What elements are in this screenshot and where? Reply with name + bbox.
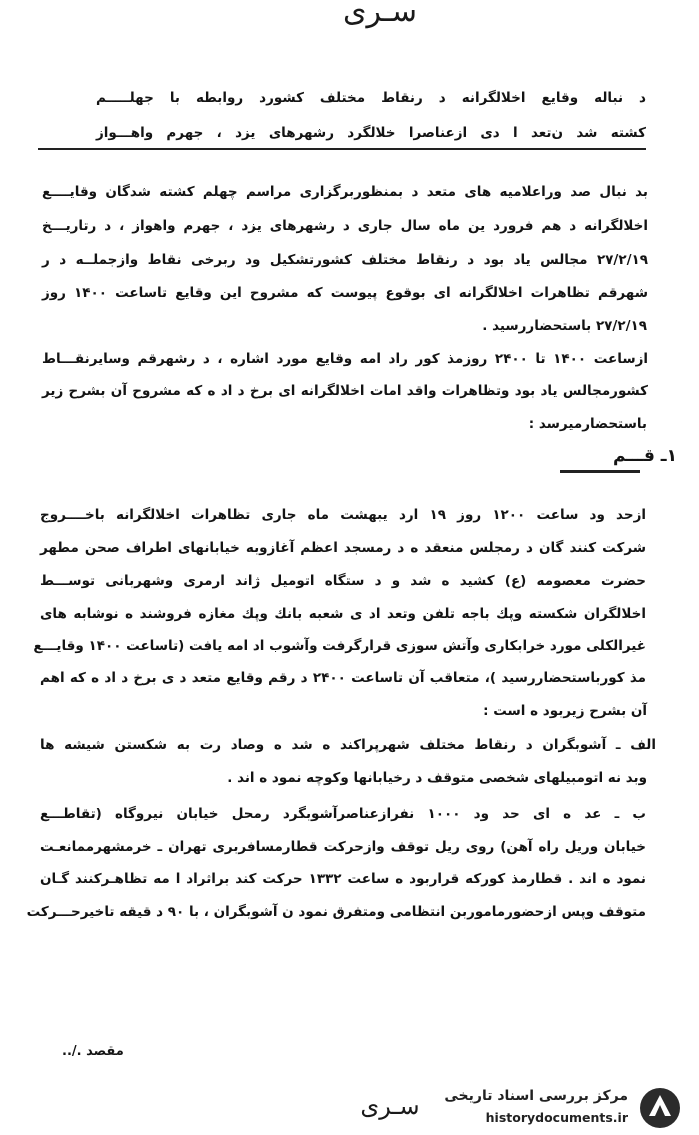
para3-line-2: شركت كنند گان د رمجلس منعقد ه د رمسجد اعظم آغازوبه خيابانهاى اطراف صحن مطهر (40, 540, 646, 556)
item-be-line-4: متوقف وپس ازحضورماموربن انتظامى ومتفرق نمود ن آشوبگران ، با ۹۰ د قيقه تاخيرحـــركت (26, 904, 646, 920)
para3-line-5: غيرالكلى مورد خرابكارى وآتش سوزى قرارگرفت وآشوب اد امه يافت (تاساعت ۱۴۰۰ وقايـــع (33, 638, 646, 654)
para3-line-1: ازحد ود ساعت ۱۲۰۰ روز ۱۹ ارد يبهشت ماه جارى تظاهرات اخلالگرانه باخــــروج (40, 507, 646, 523)
para2-line-2: كشورمجالس ياد بود وتظاهرات واقد امات اخلالگرانه اى برخ د اد ه كه مشروح آن بشرح زير (42, 383, 648, 399)
item-be-line-3: نمود ه اند . قطارمذ كوركه قراربود ه ساعت ۱۳۳۲ حركت كند براثراد ا مه تظاهـركنند گـان (40, 871, 646, 887)
para1-line-5: ۲۷/۲/۱۹ باستحضاررسيد . (482, 318, 647, 334)
para1-line-4: شهرقم تظاهرات اخلالگرانه اى بوقوع پيوست كه مشروح اين وقايع تاساعت ۱۴۰۰ روز (42, 285, 648, 301)
classification-mark-top: سـرى (343, 0, 417, 29)
watermark-url: historydocuments.ir (485, 1110, 628, 1125)
section-heading-underline (560, 442, 640, 473)
item-be-line-1: ب ـ عد ه اى حد ود ۱۰۰۰ نفرازعناصرآشوبگرد رمحل خيابان نيروگاه (تقاطـــع (40, 806, 646, 822)
para1-line-2: اخلالگرانه د هم فرورد ين ماه سال جارى د رشهرهاى يزد ، جهرم واهواز ، د رتاريـــخ (42, 218, 648, 234)
classification-mark-bottom: سـرى (360, 1092, 420, 1120)
archive-watermark (418, 1082, 690, 1132)
para2-line-1: ازساعت ۱۴۰۰ تا ۲۴۰۰ روزمذ كور راد امه وقايع مورد اشاره ، د رشهرقم وسايرنقـــاط (42, 351, 648, 367)
continuation-note: مقصد ./.. (62, 1044, 124, 1059)
para3-line-3: حضرت معصومه (ع) كشيد ه شد و د ستگاه اتوميل ژاند ارمرى وشهربانى توســـط (40, 573, 646, 589)
para1-line-1: بد نبال صد وراعلاميه هاى متعد د بمنظوربرگزارى مراسم چهلم كشته شدگان وقايــــع (42, 184, 648, 200)
para3-line-6: مذ كورباستحضاررسيد )، متعاقب آن تاساعت ۲۴۰۰ د رقم وقايع متعد د ى برخ د اد ه كه اهم (40, 670, 647, 686)
subject-line-2: كشته شد ن‌تعد ا دى ازعناصرا خلالگرد رشهرهاى يزد ، جهرم واهـــواز (96, 125, 646, 141)
watermark-org-name: مركز بررسى اسناد تاريخى (444, 1088, 628, 1104)
para2-line-3: باستحضارميرسد : (528, 416, 647, 432)
subject-line-1: د نباله وقايع اخلالگرانه د رنقاط مختلف كشورد روابطه با جهلـــــم (96, 90, 646, 106)
section-heading-qom: ١ـ قـــم (612, 446, 677, 466)
para3-line-4: اخلالگران شكسته وپك باجه تلفن وتعد اد ى شعبه بانك وپك مغازه فروشند ه نوشابه هاى (40, 606, 646, 622)
subject-underline (38, 148, 646, 150)
archive-logo-icon (638, 1086, 682, 1130)
item-alef-line-1: الف ـ آشوبگران د رنقاط مختلف شهرپراكند ه شد ه وصاد رت به شكستن شيشه ها (40, 737, 656, 753)
item-be-line-2: خيابان وريل راه آهن) روى ريل توقف وازحركت قطارمسافربرى تهران ـ خرمشهرممانعـت (40, 839, 646, 855)
item-alef-line-2: وبد نه اتومبيلهاى شخصى متوقف د رخيابانها وكوچه نمود ه اند . (227, 770, 647, 786)
para3-line-7: آن بشرح زيربود ه است : (483, 703, 647, 719)
para1-line-3: ۲۷/۲/۱۹ مجالس ياد بود د رنقاط مختلف كشورتشكيل ود ربرخى نقاط وازجملــه د ر (42, 252, 648, 268)
